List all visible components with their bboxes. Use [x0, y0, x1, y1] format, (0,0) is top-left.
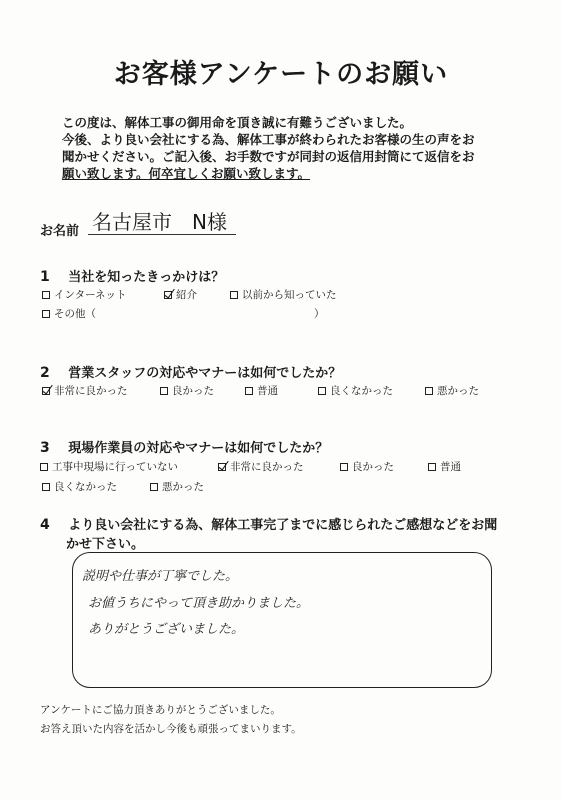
question-1: 1 当社を知ったきっかけは？ [40, 269, 225, 285]
checkbox-checked[interactable] [164, 291, 172, 299]
intro-line-4: 願い致します。何卒宜しくお願い致します。 [62, 166, 311, 181]
intro-line-2: 今後、より良い会社にする為、解体工事が終わられたお客様の生の声をお [62, 132, 475, 147]
q3-option-bad[interactable]: 悪かった [150, 479, 204, 494]
footer-line-1: アンケートにご協力頂きありがとうございました。 [40, 704, 281, 716]
q1-other-close: ） [314, 308, 325, 320]
q2-option-average[interactable]: 普通 [245, 383, 278, 398]
checkbox[interactable] [230, 291, 238, 299]
q2-option-good[interactable]: 良かった [160, 383, 214, 398]
name-underline [88, 234, 236, 235]
q2-option-bad[interactable]: 悪かった [425, 383, 479, 398]
checkbox-checked[interactable] [218, 463, 226, 471]
q3-option-average[interactable]: 普通 [428, 459, 461, 474]
q1-option-referral[interactable]: 紹介 [164, 287, 197, 302]
checkbox[interactable] [428, 463, 436, 471]
name-label: お名前 [40, 224, 80, 239]
checkbox-checked[interactable] [42, 387, 50, 395]
checkbox[interactable] [160, 387, 168, 395]
q1-option-internet[interactable]: インターネット [42, 287, 127, 302]
checkbox[interactable] [42, 310, 50, 318]
checkbox[interactable] [340, 463, 348, 471]
checkbox[interactable] [245, 387, 253, 395]
answer-line-1: 説明や仕事が丁寧でした。 [82, 569, 239, 584]
intro-line-1: この度は、解体工事の御用命を頂き誠に有難うございました。 [62, 115, 413, 130]
q1-option-known-before[interactable]: 以前から知っていた [230, 287, 337, 302]
checkbox[interactable] [40, 463, 48, 471]
survey-title: お客様アンケートのお願い [113, 59, 449, 90]
question-4-line-2: かせ下さい。 [66, 537, 145, 552]
q3-option-not-visited[interactable]: 工事中現場に行っていない [40, 459, 178, 474]
checkbox[interactable] [425, 387, 433, 395]
question-4: 4 より良い会社にする為、解体工事完了までに感じられたご感想などをお聞 [40, 517, 498, 533]
checkbox[interactable] [150, 483, 158, 491]
name-value[interactable]: 名古屋市 N様 [92, 210, 227, 234]
question-2: 2 営業スタッフの対応やマナーは如何でしたか？ [40, 365, 342, 381]
q3-option-very-good[interactable]: 非常に良かった [218, 459, 304, 474]
q2-option-very-good[interactable]: 非常に良かった [42, 383, 128, 398]
q3-option-good[interactable]: 良かった [340, 459, 394, 474]
answer-line-3: ありがとうございました。 [88, 622, 245, 637]
q1-option-other[interactable]: その他（ [42, 306, 96, 321]
question-3: 3 現場作業員の対応やマナーは如何でしたか？ [40, 440, 329, 456]
footer-line-2: お答え頂いた内容を活かし今後も頑張ってまいります。 [40, 723, 302, 735]
checkbox[interactable] [42, 483, 50, 491]
answer-line-2: お値うちにやって頂き助かりました。 [88, 596, 310, 611]
checkbox[interactable] [318, 387, 326, 395]
intro-text [62, 114, 522, 182]
checkbox[interactable] [42, 291, 50, 299]
intro-line-3: 聞かせください。ご記入後、お手数ですが同封の返信用封筒にて返信をお [62, 149, 475, 164]
q3-option-not-good[interactable]: 良くなかった [42, 479, 117, 494]
q2-option-not-good[interactable]: 良くなかった [318, 383, 393, 398]
